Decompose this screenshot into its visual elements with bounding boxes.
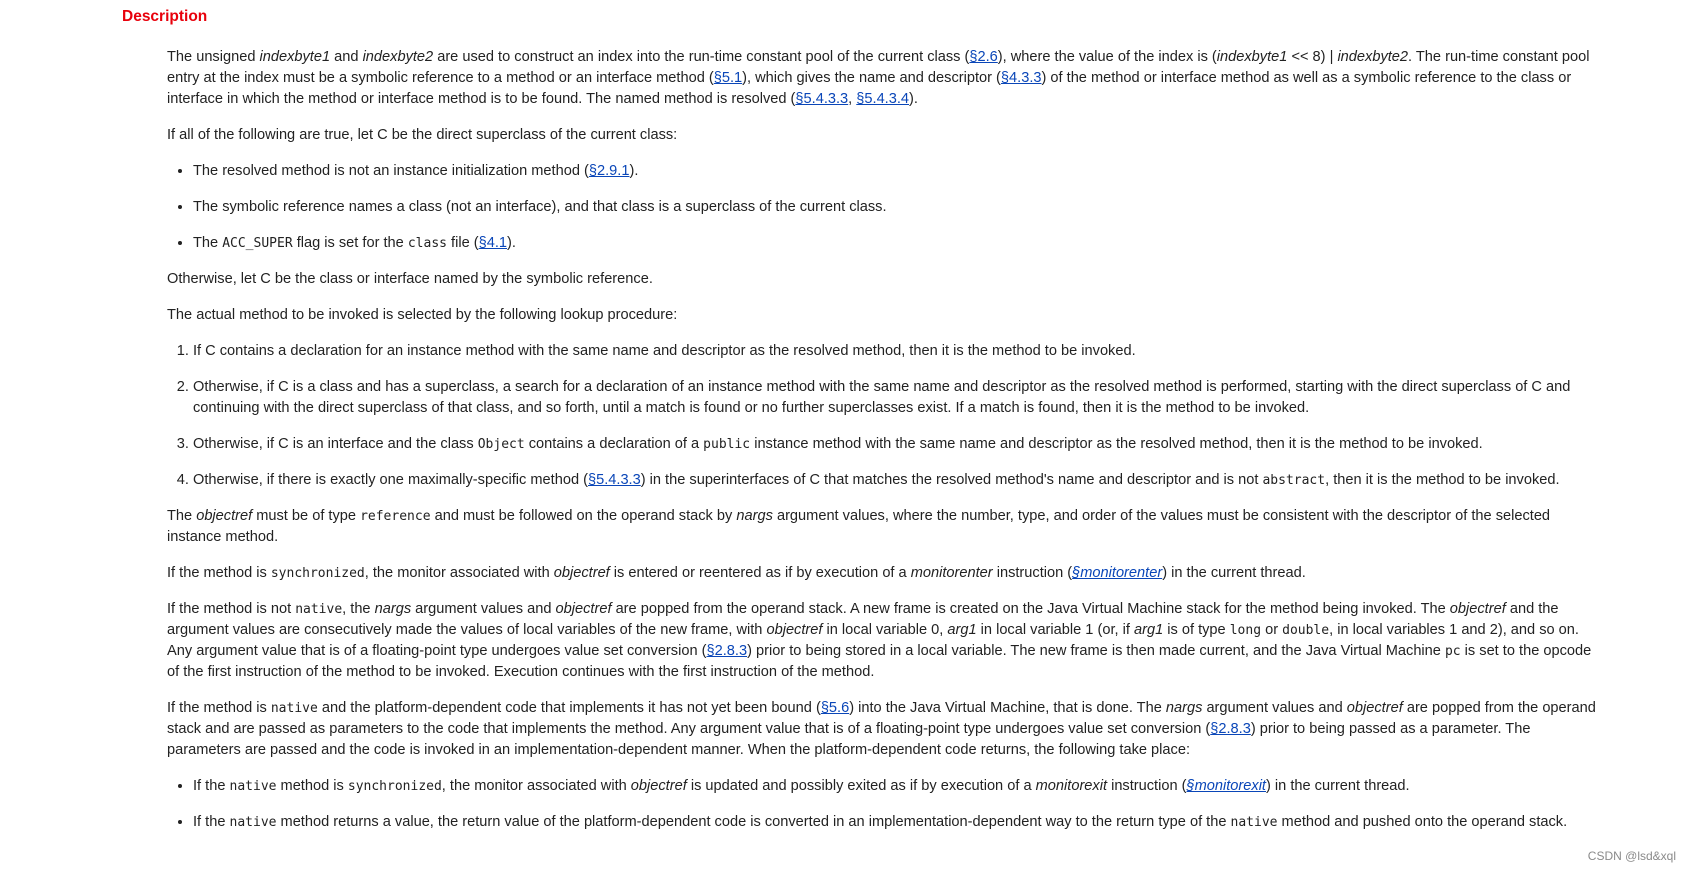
link-ref-4-1[interactable]: §4.1 <box>478 235 508 251</box>
section-heading: Description <box>122 8 208 25</box>
link-ref-5-4-3-4[interactable]: §5.4.3.4 <box>856 91 910 107</box>
list-item: • The symbolic reference names a class (not an interface), and that class is a superclass of the current class. <box>193 197 1607 218</box>
shift-operator: << <box>1291 49 1309 65</box>
watermark: CSDN @lsd&xql <box>1587 849 1676 863</box>
link-ref-2-6[interactable]: §2.6 <box>969 49 998 65</box>
term-objectref: objectref <box>766 622 823 638</box>
term-monitorexit: monitorexit <box>1035 778 1108 794</box>
paragraph-lookup-intro: The actual method to be invoked is selected by the following lookup procedure: <box>167 307 678 323</box>
term-nargs: nargs <box>1165 700 1203 716</box>
code-double: double <box>1282 623 1330 638</box>
code-long: long <box>1229 623 1262 638</box>
native-return-list <box>167 776 1607 833</box>
term-indexbyte1: indexbyte1 <box>259 49 331 65</box>
link-ref-5-4-3-3[interactable]: §5.4.3.3 <box>795 91 849 107</box>
code-acc-super: ACC_SUPER <box>222 236 293 251</box>
term-objectref: objectref <box>630 778 687 794</box>
term-arg1: arg1 <box>947 622 977 638</box>
code-synchronized: synchronized <box>270 566 365 581</box>
term-nargs: nargs <box>736 508 773 524</box>
link-ref-monitorexit[interactable]: §monitorexit <box>1186 778 1266 794</box>
superclass-conditions-list <box>167 161 1607 254</box>
link-ref-monitorenter[interactable]: §monitorenter <box>1072 565 1163 581</box>
code-native: native <box>229 779 277 794</box>
paragraph-native: If the method is native and the platform-dependent code that implements it has not yet been bound (§5.6) into the Java Virtual Machine, that is done. The nargs argument values and objectref are popped from the operand stack and are passed as parameters to the code that implements the method. Any argument value that is of a floating-point type undergoes value set conversion (§2.8.3) prior to being passed as a parameter. The parameters are passed and the code is invoked in an implementation-dependent manner. When the platform-dependent code returns, the following take place: <box>167 700 1596 758</box>
code-object: Object <box>477 437 525 452</box>
link-ref-2-8-3[interactable]: §2.8.3 <box>1210 721 1251 737</box>
list-item: 1. If C contains a declaration for an instance method with the same name and descriptor as the resolved method, then it is the method to be invoked. <box>193 341 1607 362</box>
term-indexbyte2: indexbyte2 <box>362 49 434 65</box>
description-body <box>167 47 1607 848</box>
list-item: • If the native method is synchronized, the monitor associated with objectref is updated and possibly exited as if by execution of a monitorexit instruction (§monitorexit) in the current thread. <box>193 776 1607 797</box>
link-ref-5-4-3-3[interactable]: §5.4.3.3 <box>587 472 641 488</box>
paragraph-otherwise: Otherwise, let C be the class or interface named by the symbolic reference. <box>167 271 653 287</box>
paragraph-objectref-type: The objectref must be of type reference and must be followed on the operand stack by nargs argument values, where the number, type, and order of the values must be consistent with the descriptor of the selected instance method. <box>167 508 1551 545</box>
term-monitorenter: monitorenter <box>910 565 993 581</box>
code-pc: pc <box>1444 644 1461 659</box>
term-objectref: objectref <box>1346 700 1403 716</box>
code-native: native <box>295 602 343 617</box>
code-reference: reference <box>360 509 431 524</box>
code-native: native <box>1230 815 1278 830</box>
term-indexbyte2: indexbyte2 <box>1337 49 1409 65</box>
code-public: public <box>703 437 751 452</box>
list-item: • The ACC_SUPER flag is set for the class file (§4.1). <box>193 233 1607 254</box>
term-objectref: objectref <box>1449 601 1506 617</box>
link-ref-5-6[interactable]: §5.6 <box>820 700 850 716</box>
term-objectref: objectref <box>196 508 253 524</box>
term-objectref: objectref <box>555 601 612 617</box>
link-ref-2-8-3[interactable]: §2.8.3 <box>706 643 748 659</box>
list-item: 4. Otherwise, if there is exactly one maximally-specific method (§5.4.3.3) in the superinterfaces of C that matches the resolved method's name and descriptor and is not abstract, then it is the method to be invoked. <box>193 470 1607 491</box>
list-item: • If the native method returns a value, the return value of the platform-dependent code is converted in an implementation-dependent way to the return type of the native method and pushed onto the operand stack. <box>193 812 1607 833</box>
code-synchronized: synchronized <box>347 779 442 794</box>
list-item: 2. Otherwise, if C is a class and has a superclass, a search for a declaration of an instance method with the same name and descriptor as the resolved method is performed, starting with the direct superclass of C and continuing with the direct superclass of that class, and so forth, until a match is found or no further superclasses exist. If a match is found, then it is the method to be invoked. <box>193 377 1607 419</box>
paragraph-index-construction: The unsigned indexbyte1 and indexbyte2 are used to construct an index into the run-time constant pool of the current class (§2.6), where the value of the index is (indexbyte1 << 8) | indexbyte2. The run-time constant pool entry at the index must be a symbolic reference to a method or an interface method (§5.1), which gives the name and descriptor (§4.3.3) of the method or interface method as well as a symbolic reference to the class or interface in which the method or interface method is to be found. The named method is resolved (§5.4.3.3, §5.4.3.4). <box>167 49 1590 107</box>
term-objectref: objectref <box>553 565 610 581</box>
code-class: class <box>407 236 447 251</box>
term-indexbyte1: indexbyte1 <box>1216 49 1288 65</box>
list-item: • The resolved method is not an instance initialization method (§2.9.1). <box>193 161 1607 182</box>
lookup-procedure-list <box>167 341 1607 491</box>
term-arg1: arg1 <box>1133 622 1164 638</box>
paragraph-synchronized: If the method is synchronized, the monitor associated with objectref is entered or reentered as if by execution of a monitorenter instruction (§monitorenter) in the current thread. <box>167 565 1306 581</box>
code-native: native <box>229 815 277 830</box>
code-abstract: abstract <box>1262 473 1326 488</box>
paragraph-superclass-conditions: If all of the following are true, let C be the direct superclass of the current class: <box>167 127 678 143</box>
list-item: 3. Otherwise, if C is an interface and the class Object contains a declaration of a public instance method with the same name and descriptor as the resolved method, then it is the method to be invoked. <box>193 434 1607 455</box>
paragraph-not-native: If the method is not native, the nargs argument values and objectref are popped from the operand stack. A new frame is created on the Java Virtual Machine stack for the method being invoked. The objectref and the argument values are consecutively made the values of local variables of the new frame, with objectref in local variable 0, arg1 in local variable 1 (or, if arg1 is of type long or double, in local variables 1 and 2), and so on. Any argument value that is of a floating-point type undergoes value set conversion (§2.8.3) prior to being stored in a local variable. The new frame is then made current, and the Java Virtual Machine pc is set to the opcode of the first instruction of the method to be invoked. Execution continues with the first instruction of the method. <box>167 601 1592 680</box>
code-native: native <box>270 701 318 716</box>
link-ref-5-1[interactable]: §5.1 <box>713 70 743 86</box>
link-ref-2-9-1[interactable]: §2.9.1 <box>588 163 630 179</box>
term-nargs: nargs <box>374 601 412 617</box>
link-ref-4-3-3[interactable]: §4.3.3 <box>1000 70 1042 86</box>
